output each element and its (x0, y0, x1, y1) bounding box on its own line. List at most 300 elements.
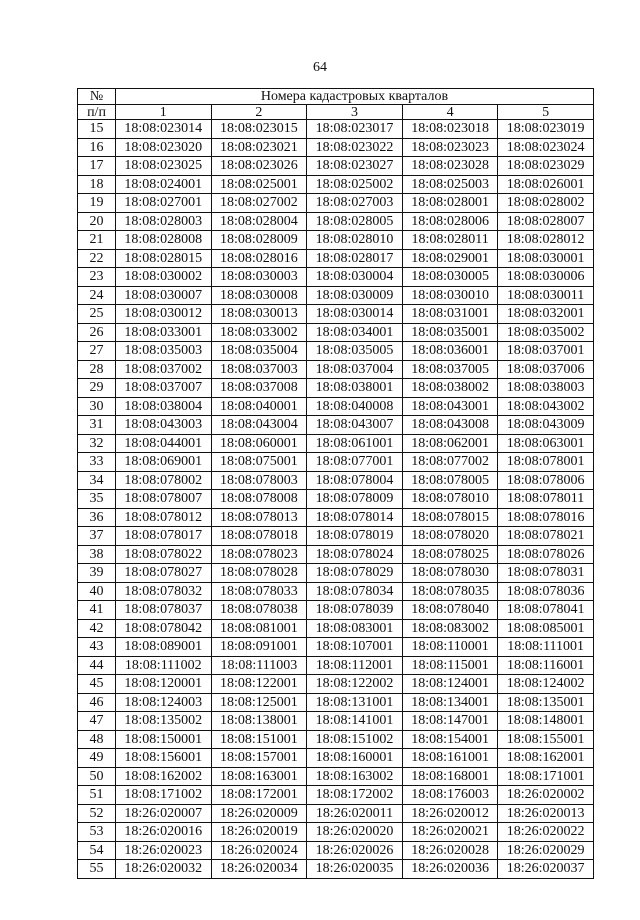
cadastral-number-cell: 18:08:077001 (307, 453, 403, 472)
row-number: 39 (78, 564, 116, 583)
cadastral-number-cell: 18:08:023022 (307, 138, 403, 157)
cadastral-number-cell: 18:08:030008 (211, 286, 307, 305)
cadastral-number-cell: 18:26:020034 (211, 860, 307, 879)
cadastral-number-cell: 18:08:040008 (307, 397, 403, 416)
row-number: 15 (78, 120, 116, 139)
cadastral-number-cell: 18:08:063001 (498, 434, 594, 453)
row-number: 28 (78, 360, 116, 379)
cadastral-number-cell: 18:08:030013 (211, 305, 307, 324)
cadastral-number-cell: 18:08:038002 (402, 379, 498, 398)
cadastral-number-cell: 18:08:037005 (402, 360, 498, 379)
cadastral-number-cell: 18:08:038001 (307, 379, 403, 398)
cadastral-number-cell: 18:08:111002 (116, 656, 212, 675)
cadastral-number-cell: 18:08:023018 (402, 120, 498, 139)
cadastral-number-cell: 18:08:078017 (116, 527, 212, 546)
row-number: 19 (78, 194, 116, 213)
row-number: 35 (78, 490, 116, 509)
cadastral-number-cell: 18:08:115001 (402, 656, 498, 675)
cadastral-number-cell: 18:08:043003 (116, 416, 212, 435)
cadastral-number-cell: 18:26:020007 (116, 804, 212, 823)
table-row (78, 601, 594, 620)
header-row-columns (78, 105, 594, 120)
cadastral-number-cell: 18:08:023027 (307, 157, 403, 176)
row-number: 48 (78, 730, 116, 749)
cadastral-number-cell: 18:08:116001 (498, 656, 594, 675)
cadastral-number-cell: 18:08:060001 (211, 434, 307, 453)
cadastral-quarters-table (77, 88, 594, 879)
cadastral-number-cell: 18:08:037008 (211, 379, 307, 398)
row-number: 43 (78, 638, 116, 657)
cadastral-number-cell: 18:08:078030 (402, 564, 498, 583)
cadastral-number-cell: 18:08:040001 (211, 397, 307, 416)
row-number: 37 (78, 527, 116, 546)
cadastral-number-cell: 18:08:078001 (498, 453, 594, 472)
cadastral-number-cell: 18:08:078022 (116, 545, 212, 564)
column-header: 3 (307, 105, 403, 120)
cadastral-number-cell: 18:26:020009 (211, 804, 307, 823)
cadastral-number-cell: 18:08:078040 (402, 601, 498, 620)
cadastral-number-cell: 18:08:030011 (498, 286, 594, 305)
cadastral-number-cell: 18:08:023025 (116, 157, 212, 176)
cadastral-number-cell: 18:08:037001 (498, 342, 594, 361)
cadastral-number-cell: 18:08:034001 (307, 323, 403, 342)
row-number: 26 (78, 323, 116, 342)
cadastral-number-cell: 18:08:083002 (402, 619, 498, 638)
table-row (78, 490, 594, 509)
cadastral-number-cell: 18:08:124001 (402, 675, 498, 694)
cadastral-number-cell: 18:08:163001 (211, 767, 307, 786)
row-number: 21 (78, 231, 116, 250)
cadastral-number-cell: 18:26:020022 (498, 823, 594, 842)
cadastral-number-cell: 18:08:107001 (307, 638, 403, 657)
row-number: 25 (78, 305, 116, 324)
cadastral-number-cell: 18:08:148001 (498, 712, 594, 731)
cadastral-number-cell: 18:08:061001 (307, 434, 403, 453)
cadastral-number-cell: 18:08:062001 (402, 434, 498, 453)
cadastral-number-cell: 18:08:078026 (498, 545, 594, 564)
cadastral-number-cell: 18:26:020013 (498, 804, 594, 823)
row-number: 46 (78, 693, 116, 712)
cadastral-number-cell: 18:08:027002 (211, 194, 307, 213)
cadastral-number-cell: 18:08:078002 (116, 471, 212, 490)
table-row (78, 212, 594, 231)
cadastral-number-cell: 18:08:078038 (211, 601, 307, 620)
cadastral-number-cell: 18:26:020036 (402, 860, 498, 879)
cadastral-number-cell: 18:08:135002 (116, 712, 212, 731)
cadastral-number-cell: 18:08:035005 (307, 342, 403, 361)
column-header: 5 (498, 105, 594, 120)
cadastral-number-cell: 18:08:078012 (116, 508, 212, 527)
row-number: 34 (78, 471, 116, 490)
table-row (78, 342, 594, 361)
cadastral-number-cell: 18:08:030014 (307, 305, 403, 324)
row-number: 41 (78, 601, 116, 620)
cadastral-number-cell: 18:08:029001 (402, 249, 498, 268)
cadastral-number-cell: 18:08:160001 (307, 749, 403, 768)
table-row (78, 471, 594, 490)
cadastral-number-cell: 18:08:091001 (211, 638, 307, 657)
row-number: 24 (78, 286, 116, 305)
cadastral-number-cell: 18:08:078005 (402, 471, 498, 490)
cadastral-number-cell: 18:26:020028 (402, 841, 498, 860)
table-row (78, 397, 594, 416)
cadastral-number-cell: 18:08:028017 (307, 249, 403, 268)
cadastral-number-cell: 18:08:078036 (498, 582, 594, 601)
cadastral-number-cell: 18:08:030002 (116, 268, 212, 287)
cadastral-number-cell: 18:08:028010 (307, 231, 403, 250)
cadastral-number-cell: 18:08:028011 (402, 231, 498, 250)
cadastral-number-cell: 18:08:078033 (211, 582, 307, 601)
row-number: 20 (78, 212, 116, 231)
column-header: 1 (116, 105, 212, 120)
cadastral-number-cell: 18:08:172002 (307, 786, 403, 805)
table-row (78, 619, 594, 638)
table-row (78, 860, 594, 879)
header-row-group (78, 89, 594, 105)
cadastral-number-cell: 18:08:023021 (211, 138, 307, 157)
cadastral-number-cell: 18:08:078018 (211, 527, 307, 546)
cadastral-number-cell: 18:08:030009 (307, 286, 403, 305)
cadastral-number-cell: 18:08:150001 (116, 730, 212, 749)
cadastral-number-cell: 18:08:078032 (116, 582, 212, 601)
cadastral-number-cell: 18:08:028001 (402, 194, 498, 213)
row-number: 45 (78, 675, 116, 694)
table-row (78, 453, 594, 472)
cadastral-number-cell: 18:26:020037 (498, 860, 594, 879)
cadastral-number-cell: 18:08:171002 (116, 786, 212, 805)
table-row (78, 638, 594, 657)
cadastral-number-cell: 18:08:124003 (116, 693, 212, 712)
row-number: 47 (78, 712, 116, 731)
cadastral-number-cell: 18:08:030012 (116, 305, 212, 324)
cadastral-number-cell: 18:26:020023 (116, 841, 212, 860)
table-row (78, 305, 594, 324)
cadastral-number-cell: 18:26:020035 (307, 860, 403, 879)
cadastral-number-cell: 18:08:030010 (402, 286, 498, 305)
cadastral-number-cell: 18:08:112001 (307, 656, 403, 675)
table-row (78, 656, 594, 675)
row-number: 55 (78, 860, 116, 879)
table-row (78, 194, 594, 213)
cadastral-number-cell: 18:08:031001 (402, 305, 498, 324)
table-row (78, 841, 594, 860)
table-row (78, 231, 594, 250)
cadastral-number-cell: 18:08:027003 (307, 194, 403, 213)
row-number: 22 (78, 249, 116, 268)
row-number: 40 (78, 582, 116, 601)
cadastral-number-cell: 18:08:037002 (116, 360, 212, 379)
cadastral-number-cell: 18:08:078024 (307, 545, 403, 564)
cadastral-number-cell: 18:08:043001 (402, 397, 498, 416)
cadastral-number-cell: 18:08:131001 (307, 693, 403, 712)
cadastral-number-cell: 18:08:111001 (498, 638, 594, 657)
table-row (78, 323, 594, 342)
cadastral-number-cell: 18:08:023017 (307, 120, 403, 139)
cadastral-number-cell: 18:08:037007 (116, 379, 212, 398)
column-header: 4 (402, 105, 498, 120)
cadastral-number-cell: 18:08:176003 (402, 786, 498, 805)
cadastral-number-cell: 18:08:078004 (307, 471, 403, 490)
table-row (78, 767, 594, 786)
cadastral-number-cell: 18:08:125001 (211, 693, 307, 712)
row-number: 33 (78, 453, 116, 472)
row-number: 50 (78, 767, 116, 786)
cadastral-number-cell: 18:08:147001 (402, 712, 498, 731)
cadastral-number-cell: 18:26:020026 (307, 841, 403, 860)
cadastral-number-cell: 18:26:020011 (307, 804, 403, 823)
table-row (78, 175, 594, 194)
row-number: 38 (78, 545, 116, 564)
row-number: 23 (78, 268, 116, 287)
table-row (78, 712, 594, 731)
cadastral-number-cell: 18:08:078037 (116, 601, 212, 620)
cadastral-number-cell: 18:08:085001 (498, 619, 594, 638)
cadastral-number-cell: 18:08:043004 (211, 416, 307, 435)
cadastral-number-cell: 18:08:023019 (498, 120, 594, 139)
table-row (78, 786, 594, 805)
cadastral-number-cell: 18:26:020021 (402, 823, 498, 842)
cadastral-number-cell: 18:08:033001 (116, 323, 212, 342)
page-number: 64 (313, 60, 327, 75)
cadastral-number-cell: 18:08:025003 (402, 175, 498, 194)
cadastral-number-cell: 18:08:110001 (402, 638, 498, 657)
cadastral-number-cell: 18:08:078006 (498, 471, 594, 490)
table-header (78, 89, 594, 120)
cadastral-number-cell: 18:08:078028 (211, 564, 307, 583)
cadastral-number-cell: 18:08:036001 (402, 342, 498, 361)
cadastral-number-cell: 18:08:120001 (116, 675, 212, 694)
row-number: 54 (78, 841, 116, 860)
cadastral-number-cell: 18:08:028006 (402, 212, 498, 231)
cadastral-number-cell: 18:08:154001 (402, 730, 498, 749)
row-number: 44 (78, 656, 116, 675)
cadastral-number-cell: 18:08:078019 (307, 527, 403, 546)
cadastral-number-cell: 18:08:028005 (307, 212, 403, 231)
cadastral-number-cell: 18:08:027001 (116, 194, 212, 213)
cadastral-number-cell: 18:08:078039 (307, 601, 403, 620)
table-row (78, 508, 594, 527)
cadastral-number-cell: 18:08:078035 (402, 582, 498, 601)
cadastral-number-cell: 18:08:078023 (211, 545, 307, 564)
row-number: 31 (78, 416, 116, 435)
cadastral-number-cell: 18:08:028009 (211, 231, 307, 250)
cadastral-number-cell: 18:08:023023 (402, 138, 498, 157)
cadastral-number-cell: 18:08:030006 (498, 268, 594, 287)
table-row (78, 434, 594, 453)
row-number: 30 (78, 397, 116, 416)
cadastral-number-cell: 18:08:078034 (307, 582, 403, 601)
cadastral-number-cell: 18:08:023028 (402, 157, 498, 176)
cadastral-number-cell: 18:08:078008 (211, 490, 307, 509)
cadastral-number-cell: 18:08:156001 (116, 749, 212, 768)
cadastral-number-cell: 18:26:020020 (307, 823, 403, 842)
cadastral-number-cell: 18:08:030001 (498, 249, 594, 268)
cadastral-number-cell: 18:08:028007 (498, 212, 594, 231)
cadastral-number-cell: 18:08:030005 (402, 268, 498, 287)
cadastral-number-cell: 18:26:020019 (211, 823, 307, 842)
table-row (78, 120, 594, 139)
table-row (78, 360, 594, 379)
row-number: 32 (78, 434, 116, 453)
cadastral-number-cell: 18:08:024001 (116, 175, 212, 194)
cadastral-number-cell: 18:08:037006 (498, 360, 594, 379)
cadastral-number-cell: 18:08:038004 (116, 397, 212, 416)
cadastral-number-cell: 18:26:020024 (211, 841, 307, 860)
cadastral-number-cell: 18:08:078010 (402, 490, 498, 509)
cadastral-number-cell: 18:08:078031 (498, 564, 594, 583)
table-row (78, 379, 594, 398)
cadastral-number-cell: 18:08:030004 (307, 268, 403, 287)
cadastral-number-cell: 18:08:078041 (498, 601, 594, 620)
cadastral-number-cell: 18:08:161001 (402, 749, 498, 768)
row-number: 29 (78, 379, 116, 398)
row-number: 42 (78, 619, 116, 638)
cadastral-number-cell: 18:08:023024 (498, 138, 594, 157)
cadastral-number-cell: 18:08:075001 (211, 453, 307, 472)
cadastral-number-cell: 18:08:122001 (211, 675, 307, 694)
table-row (78, 564, 594, 583)
cadastral-number-cell: 18:08:028015 (116, 249, 212, 268)
cadastral-number-cell: 18:26:020029 (498, 841, 594, 860)
cadastral-number-cell: 18:08:078011 (498, 490, 594, 509)
cadastral-number-cell: 18:26:020002 (498, 786, 594, 805)
table-row (78, 249, 594, 268)
cadastral-number-cell: 18:08:028002 (498, 194, 594, 213)
cadastral-number-cell: 18:08:134001 (402, 693, 498, 712)
table-row (78, 138, 594, 157)
cadastral-number-cell: 18:08:078013 (211, 508, 307, 527)
row-number: 53 (78, 823, 116, 842)
cadastral-number-cell: 18:08:037004 (307, 360, 403, 379)
table-row (78, 545, 594, 564)
row-number: 27 (78, 342, 116, 361)
table-row (78, 804, 594, 823)
cadastral-number-cell: 18:08:026001 (498, 175, 594, 194)
cadastral-number-cell: 18:08:078009 (307, 490, 403, 509)
cadastral-number-cell: 18:08:023020 (116, 138, 212, 157)
row-number: 51 (78, 786, 116, 805)
cadastral-number-cell: 18:08:155001 (498, 730, 594, 749)
table-row (78, 693, 594, 712)
table-row (78, 823, 594, 842)
cadastral-number-cell: 18:08:083001 (307, 619, 403, 638)
cadastral-number-cell: 18:08:043009 (498, 416, 594, 435)
cadastral-number-cell: 18:08:038003 (498, 379, 594, 398)
cadastral-number-cell: 18:08:151002 (307, 730, 403, 749)
table-row (78, 675, 594, 694)
cadastral-number-cell: 18:08:023014 (116, 120, 212, 139)
cadastral-number-cell: 18:08:141001 (307, 712, 403, 731)
number-header-top: № (78, 89, 116, 105)
number-header-bottom: п/п (78, 105, 116, 120)
cadastral-number-cell: 18:26:020012 (402, 804, 498, 823)
cadastral-number-cell: 18:08:078029 (307, 564, 403, 583)
cadastral-number-cell: 18:08:089001 (116, 638, 212, 657)
cadastral-number-cell: 18:08:077002 (402, 453, 498, 472)
cadastral-number-cell: 18:08:151001 (211, 730, 307, 749)
table-row (78, 286, 594, 305)
cadastral-number-cell: 18:08:037003 (211, 360, 307, 379)
cadastral-number-cell: 18:08:035002 (498, 323, 594, 342)
cadastral-number-cell: 18:08:078016 (498, 508, 594, 527)
cadastral-number-cell: 18:08:023029 (498, 157, 594, 176)
row-number: 52 (78, 804, 116, 823)
cadastral-number-cell: 18:08:069001 (116, 453, 212, 472)
cadastral-number-cell: 18:08:023026 (211, 157, 307, 176)
cadastral-number-cell: 18:08:078020 (402, 527, 498, 546)
cadastral-number-cell: 18:08:028008 (116, 231, 212, 250)
cadastral-number-cell: 18:08:078003 (211, 471, 307, 490)
cadastral-number-cell: 18:08:111003 (211, 656, 307, 675)
table-row (78, 268, 594, 287)
cadastral-number-cell: 18:08:135001 (498, 693, 594, 712)
cadastral-number-cell: 18:08:033002 (211, 323, 307, 342)
cadastral-number-cell: 18:08:078007 (116, 490, 212, 509)
cadastral-number-cell: 18:08:078021 (498, 527, 594, 546)
table-row (78, 157, 594, 176)
cadastral-number-cell: 18:08:030003 (211, 268, 307, 287)
cadastral-number-cell: 18:08:078025 (402, 545, 498, 564)
cadastral-number-cell: 18:08:025002 (307, 175, 403, 194)
cadastral-number-cell: 18:08:025001 (211, 175, 307, 194)
cadastral-number-cell: 18:08:157001 (211, 749, 307, 768)
column-header: 2 (211, 105, 307, 120)
row-number: 18 (78, 175, 116, 194)
cadastral-number-cell: 18:08:168001 (402, 767, 498, 786)
cadastral-number-cell: 18:08:138001 (211, 712, 307, 731)
cadastral-number-cell: 18:08:162002 (116, 767, 212, 786)
cadastral-number-cell: 18:08:032001 (498, 305, 594, 324)
table-row (78, 749, 594, 768)
cadastral-number-cell: 18:08:081001 (211, 619, 307, 638)
cadastral-number-cell: 18:08:035001 (402, 323, 498, 342)
cadastral-number-cell: 18:08:028003 (116, 212, 212, 231)
cadastral-number-cell: 18:26:020016 (116, 823, 212, 842)
table-row (78, 582, 594, 601)
table-row (78, 527, 594, 546)
cadastral-number-cell: 18:08:028012 (498, 231, 594, 250)
cadastral-number-cell: 18:08:124002 (498, 675, 594, 694)
cadastral-number-cell: 18:08:172001 (211, 786, 307, 805)
cadastral-number-cell: 18:08:163002 (307, 767, 403, 786)
table-body (78, 120, 594, 879)
row-number: 17 (78, 157, 116, 176)
cadastral-number-cell: 18:08:171001 (498, 767, 594, 786)
table-row (78, 416, 594, 435)
cadastral-number-cell: 18:08:023015 (211, 120, 307, 139)
cadastral-number-cell: 18:08:078015 (402, 508, 498, 527)
cadastral-number-cell: 18:08:122002 (307, 675, 403, 694)
cadastral-number-cell: 18:08:043002 (498, 397, 594, 416)
row-number: 16 (78, 138, 116, 157)
cadastral-number-cell: 18:08:078042 (116, 619, 212, 638)
cadastral-number-cell: 18:08:078014 (307, 508, 403, 527)
cadastral-number-cell: 18:08:028016 (211, 249, 307, 268)
cadastral-number-cell: 18:08:078027 (116, 564, 212, 583)
cadastral-number-cell: 18:08:043008 (402, 416, 498, 435)
group-header: Номера кадастровых кварталов (116, 89, 594, 105)
cadastral-number-cell: 18:08:035004 (211, 342, 307, 361)
cadastral-number-cell: 18:08:043007 (307, 416, 403, 435)
table-row (78, 730, 594, 749)
cadastral-number-cell: 18:08:035003 (116, 342, 212, 361)
cadastral-number-cell: 18:08:030007 (116, 286, 212, 305)
row-number: 36 (78, 508, 116, 527)
cadastral-number-cell: 18:26:020032 (116, 860, 212, 879)
cadastral-number-cell: 18:08:044001 (116, 434, 212, 453)
row-number: 49 (78, 749, 116, 768)
cadastral-number-cell: 18:08:162001 (498, 749, 594, 768)
